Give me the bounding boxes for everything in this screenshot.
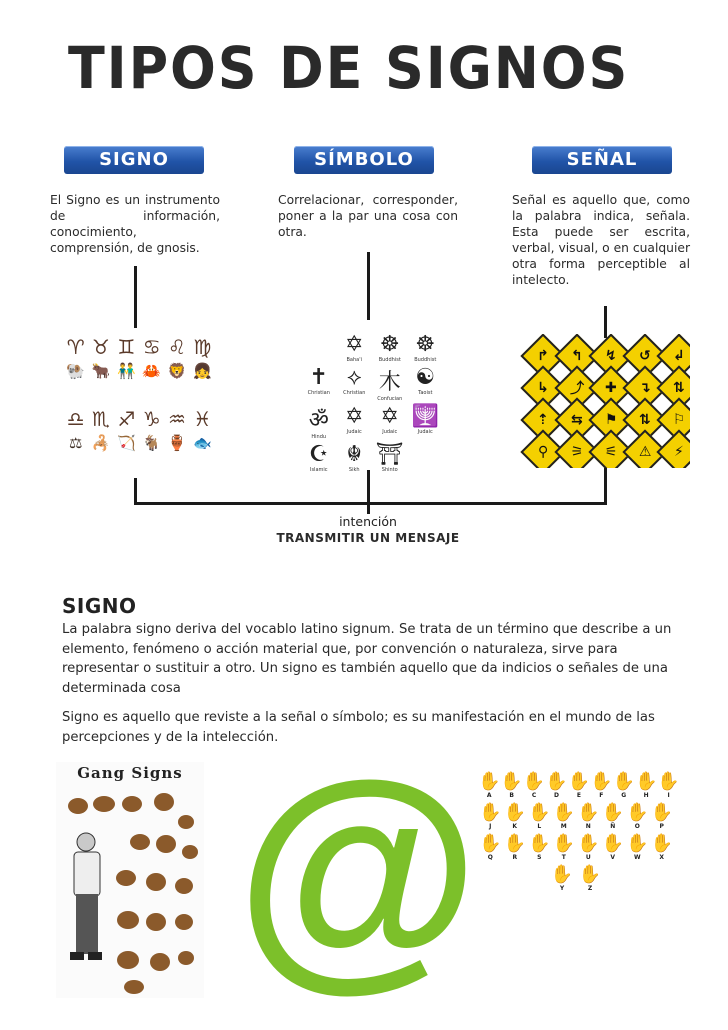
religion-symbol — [338, 442, 372, 473]
hand-letter: P — [659, 823, 664, 830]
hand-sign — [590, 772, 612, 799]
page-title: TIPOS DE SIGNOS — [68, 34, 630, 102]
spacer — [64, 384, 87, 406]
hand-icon: ✋ — [590, 771, 613, 792]
zodiac-glyph: ♑ — [142, 407, 161, 431]
religion-label: Shinto — [381, 467, 398, 473]
hand-letter: A — [486, 792, 492, 799]
traffic-sign-glyph: ↳ — [537, 379, 549, 396]
traffic-sign-glyph: ⚑ — [604, 412, 618, 428]
religion-label: Buddhist — [414, 357, 437, 363]
hand-letter: J — [489, 823, 492, 830]
traffic-sign-glyph: ⚠ — [638, 444, 652, 460]
simbolo-connector-top — [367, 252, 370, 320]
religion-glyph: ☬ — [346, 442, 363, 467]
zodiac-glyph: ♓ — [193, 407, 212, 431]
signo-header: SIGNO — [64, 146, 204, 174]
hand-letter: E — [576, 792, 581, 799]
hand-icon: ✋ — [626, 802, 649, 823]
religion-label: Baha'i — [346, 357, 362, 363]
hand-sign — [625, 834, 650, 861]
zodiac-figure: 👧 — [192, 362, 212, 380]
hand-letter: U — [585, 854, 591, 861]
religion-glyph: ☸ — [415, 332, 436, 357]
hand-sign — [527, 803, 552, 830]
hand-icon: ✋ — [634, 771, 658, 792]
gang-signs-illustration — [56, 782, 204, 996]
signo-connector-bottom — [134, 478, 137, 504]
hand-letter: V — [610, 854, 616, 861]
hand-icon: ✋ — [479, 833, 502, 854]
hand-icon: ✋ — [550, 864, 574, 885]
hand-sign — [527, 834, 552, 861]
religion-symbol — [373, 332, 407, 363]
traffic-sign-glyph: ⇅ — [673, 379, 685, 396]
signo-description: El Signo es un instrumento de información, conocimiento, comprensión, de gnosis. — [50, 193, 220, 255]
sign-language-alphabet-image — [478, 771, 680, 982]
zodiac-glyph: ♒ — [168, 407, 186, 431]
hand-sign — [478, 772, 500, 799]
religion-symbol — [409, 365, 443, 402]
hand-sign — [650, 803, 675, 830]
hand-sign — [601, 834, 626, 861]
religion-symbol — [338, 404, 372, 440]
religion-glyph: ॐ — [308, 408, 329, 433]
hand-sign — [500, 772, 522, 799]
hand-sign — [568, 772, 590, 799]
senal-connector-bottom — [604, 468, 607, 504]
hand-letter: I — [667, 792, 670, 799]
hand-sign — [576, 865, 604, 892]
hand-sign — [552, 803, 577, 830]
hand-sign — [657, 772, 679, 799]
religion-symbol — [338, 365, 372, 402]
zodiac-figure: 🐂 — [91, 362, 111, 380]
hand-letter: X — [659, 854, 665, 861]
hand-letter: T — [561, 854, 566, 861]
traffic-sign-glyph: ⇆ — [571, 411, 583, 428]
hand-letter: Z — [587, 885, 593, 892]
zodiac-figure: 🏺 — [167, 434, 187, 452]
zodiac-figure: 🦀 — [142, 362, 161, 380]
hand-icon: ✋ — [503, 802, 526, 823]
intencion-label: intención — [339, 514, 397, 529]
religion-symbol — [302, 365, 336, 402]
gang-signs-title: Gang Signs — [77, 764, 183, 782]
hand-icon: ✋ — [601, 833, 624, 854]
hand-icon: ✋ — [657, 771, 680, 792]
simbolo-header: SÍMBOLO — [294, 146, 434, 174]
zodiac-figure: 🦁 — [167, 362, 187, 380]
hand-sign — [503, 834, 528, 861]
hand-letter: S — [537, 854, 542, 861]
zodiac-glyph: ♈ — [66, 335, 85, 359]
zodiac-figure: 🏹 — [116, 434, 136, 452]
hand-icon: ✋ — [528, 833, 551, 854]
traffic-sign-glyph: ⇡ — [537, 411, 549, 428]
hand-icon: ✋ — [650, 802, 673, 823]
section-paragraph-1: La palabra signo deriva del vocablo latino signum. Se trata de un término que describe a un elemento, fenómeno o acción material que, por convención o naturaleza, sirve para representar o sustituir a otro. Un signo es también aquello que da indicios o señales de una determinada cosa — [62, 622, 672, 696]
zodiac-figure: ⚖ — [68, 434, 83, 452]
traffic-sign-glyph: ⇅ — [639, 411, 651, 428]
traffic-sign-glyph: ↲ — [673, 347, 685, 364]
hand-letter: K — [512, 823, 518, 830]
section-title: SIGNO — [62, 594, 137, 618]
hand-sign — [503, 803, 528, 830]
religion-symbol — [373, 365, 407, 402]
hand-icon: ✋ — [552, 833, 575, 854]
religion-glyph: ☪ — [308, 442, 329, 467]
zodiac-figure: 🐏 — [66, 362, 85, 380]
hand-icon: ✋ — [552, 802, 575, 823]
center-connector — [367, 504, 370, 514]
religion-label: Hindu — [311, 434, 327, 440]
hand-sign — [523, 772, 545, 799]
traffic-sign — [662, 436, 690, 468]
religion-symbol — [409, 332, 443, 363]
gang-signs-image — [56, 762, 204, 998]
spacer — [302, 332, 336, 363]
hand-letter: Y — [559, 885, 565, 892]
hand-letter: Q — [487, 854, 493, 861]
hand-icon: ✋ — [528, 802, 551, 823]
religion-label: Judaic — [346, 429, 362, 435]
religion-glyph: ✝ — [309, 365, 328, 390]
spacer — [89, 384, 112, 406]
zodiac-glyph: ♐ — [117, 407, 136, 431]
hand-letter: H — [643, 792, 649, 799]
religion-symbol — [302, 442, 336, 473]
hand-sign — [625, 803, 650, 830]
traffic-sign-glyph: ✚ — [605, 379, 617, 396]
hand-icon: ✋ — [500, 771, 523, 792]
senal-description: Señal es aquello que, como la palabra indica, señala. Esta puede ser escrita, verbal, visual, o en cualquier otra forma perceptible al intelecto. — [512, 193, 690, 287]
traffic-sign-glyph: ⚟ — [604, 444, 618, 460]
traffic-sign-glyph: ↱ — [537, 347, 549, 364]
zodiac-figure: 🐐 — [142, 434, 161, 452]
hand-letter: N — [585, 823, 591, 830]
religion-glyph: ✡ — [380, 404, 399, 429]
religion-glyph: 🕎 — [411, 404, 439, 429]
signo-connector-top — [134, 266, 137, 328]
religion-glyph: ✡ — [345, 332, 364, 357]
hand-icon: ✋ — [567, 771, 591, 792]
religion-label: Christian — [307, 390, 330, 396]
traffic-sign-glyph: ⚡ — [674, 444, 684, 460]
hand-letter: F — [599, 792, 604, 799]
simbolo-description: Correlacionar, corresponder, poner a la par una cosa con otra. — [278, 193, 458, 239]
religion-glyph: ⟡ — [346, 365, 362, 390]
section-paragraph-2: Signo es aquello que reviste a la señal o símbolo; es su manifestación en el mundo de las percepciones y de la intelección. — [62, 710, 655, 745]
religious-symbols-image — [302, 332, 442, 472]
spacer — [115, 384, 138, 406]
religion-symbol — [302, 404, 336, 440]
religion-glyph: ☯ — [415, 365, 436, 390]
zodiac-glyph: ♉ — [92, 335, 110, 359]
hand-letter: C — [531, 792, 537, 799]
hand-sign — [545, 772, 567, 799]
traffic-sign-glyph: ↺ — [639, 347, 651, 364]
religion-label: Islamic — [309, 467, 328, 473]
hand-letter: O — [634, 823, 640, 830]
hand-icon: ✋ — [479, 802, 502, 823]
religion-symbol — [409, 404, 443, 440]
hand-icon: ✋ — [577, 833, 600, 854]
hand-sign — [478, 803, 503, 830]
horizontal-connector — [134, 502, 607, 505]
religion-glyph: ☸ — [379, 332, 400, 357]
religion-label: Judaic — [382, 429, 398, 435]
hand-letter: B — [509, 792, 514, 799]
zodiac-glyph: ♊ — [117, 335, 136, 359]
at-symbol-image — [236, 731, 480, 1010]
spacer — [409, 442, 443, 473]
hand-sign — [478, 834, 503, 861]
traffic-sign-glyph: ⚐ — [672, 412, 686, 428]
religion-symbol — [338, 332, 372, 363]
hand-icon: ✋ — [650, 833, 673, 854]
spacer — [165, 384, 188, 406]
at-symbol: @ — [236, 731, 480, 1010]
hand-icon: ✋ — [578, 864, 602, 885]
hand-letter: M — [560, 823, 567, 830]
zodiac-glyph: ♌ — [168, 335, 186, 359]
traffic-sign-glyph: ⤴ — [570, 381, 584, 397]
religion-label: Taoist — [418, 390, 433, 396]
hand-letter: G — [621, 792, 627, 799]
hand-letter: L — [537, 823, 542, 830]
traffic-sign-glyph: ⚞ — [570, 444, 584, 460]
religion-label: Christian — [343, 390, 366, 396]
zodiac-glyph: ♏ — [92, 407, 110, 431]
hand-icon: ✋ — [545, 771, 568, 792]
traffic-sign-glyph: ↴ — [639, 379, 651, 396]
hand-icon: ✋ — [601, 802, 624, 823]
senal-header: SEÑAL — [532, 146, 672, 174]
religion-label: Buddhist — [378, 357, 401, 363]
religion-glyph: 木 — [378, 370, 401, 395]
traffic-signs-image — [520, 334, 690, 468]
hand-icon: ✋ — [577, 802, 600, 823]
hand-icon: ✋ — [478, 771, 501, 792]
hand-sign — [548, 865, 576, 892]
zodiac-image — [64, 336, 214, 476]
spacer — [140, 384, 163, 406]
religion-glyph: ⛩ — [375, 442, 404, 467]
religion-label: Confucian — [377, 396, 403, 402]
zodiac-glyph: ♋ — [142, 335, 161, 359]
zodiac-figure: 🐟 — [192, 434, 212, 452]
transmitir-label: TRANSMITIR UN MENSAJE — [276, 531, 460, 545]
religion-label: Sikh — [348, 467, 360, 473]
traffic-sign-diamond — [656, 429, 690, 468]
religion-symbol — [373, 442, 407, 473]
religion-glyph: ✡ — [345, 404, 364, 429]
traffic-sign-glyph: ↰ — [571, 347, 583, 364]
hand-icon: ✋ — [626, 833, 649, 854]
hand-sign — [635, 772, 657, 799]
hand-letter: W — [633, 854, 641, 861]
zodiac-glyph: ♍ — [193, 335, 212, 359]
zodiac-figure: 👬 — [116, 362, 136, 380]
religion-symbol — [373, 404, 407, 440]
traffic-sign-glyph: ⚲ — [537, 443, 549, 460]
hand-sign — [576, 834, 601, 861]
spacer — [191, 384, 214, 406]
hand-letter: R — [512, 854, 518, 861]
hand-icon: ✋ — [503, 833, 526, 854]
traffic-sign-glyph: ↯ — [605, 347, 617, 364]
hand-icon: ✋ — [612, 771, 635, 792]
zodiac-figure: 🦂 — [91, 434, 111, 452]
hand-letter: D — [553, 792, 559, 799]
hand-icon: ✋ — [522, 771, 546, 792]
hand-sign — [601, 803, 626, 830]
zodiac-glyph: ♎ — [66, 407, 85, 431]
religion-label: Judaic — [417, 429, 433, 435]
hand-sign — [650, 834, 675, 861]
hand-sign — [552, 834, 577, 861]
hand-sign — [613, 772, 635, 799]
hand-letter: Ñ — [610, 823, 616, 830]
hand-sign — [576, 803, 601, 830]
simbolo-connector-bottom — [367, 470, 370, 504]
